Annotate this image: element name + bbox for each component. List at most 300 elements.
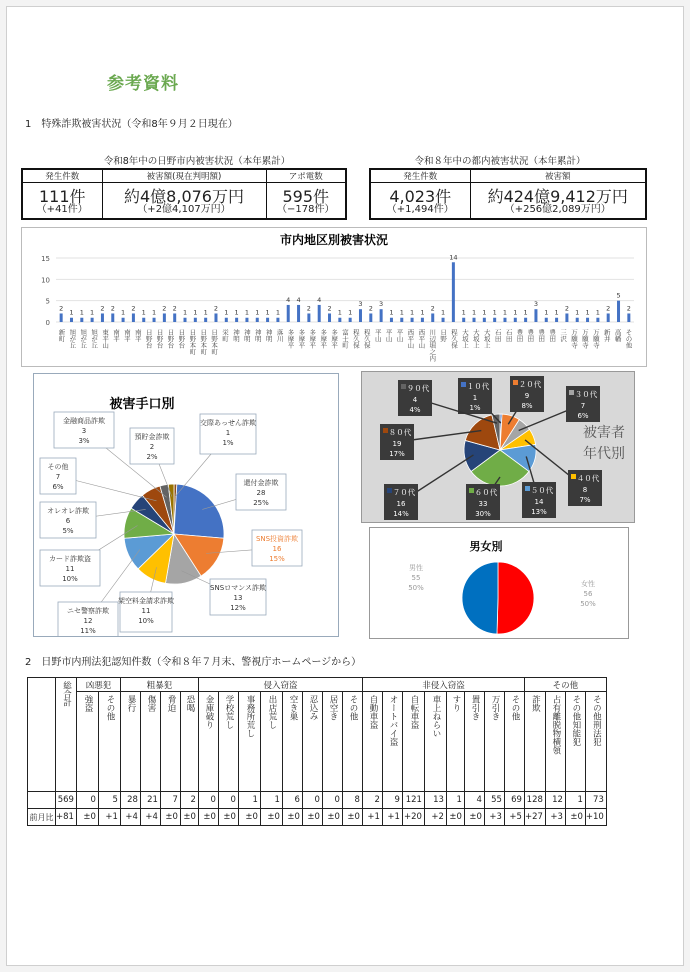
bar	[617, 301, 620, 322]
slice-label-count: 13	[233, 594, 243, 602]
slice-label-name: その他	[47, 463, 69, 471]
bar	[400, 318, 403, 322]
x-tick-label: 旭が丘	[68, 329, 77, 349]
crime-diff-cell: ±0	[302, 809, 322, 826]
bar-value-label: 1	[121, 308, 126, 317]
crime-column-header-text: 強盗	[82, 695, 93, 712]
bar	[235, 318, 238, 322]
crime-value-cell: 121	[402, 792, 424, 809]
age-chart-title-line2: 年代別	[583, 446, 625, 462]
crime-column-header-text: 空き巣	[287, 695, 298, 721]
crime-column-header-text: 忍込み	[307, 695, 318, 721]
slice-label-pct: 17%	[389, 450, 405, 458]
x-tick-label: 多摩平	[330, 329, 339, 349]
crime-group-header: 凶悪犯	[76, 678, 120, 692]
bar-value-label: 1	[79, 308, 84, 317]
crime-diff-row	[28, 809, 607, 826]
crime-diff-cell: +5	[504, 809, 524, 826]
bar	[163, 313, 166, 322]
x-tick-label: 多摩平	[319, 329, 328, 349]
crime-values-row	[28, 792, 607, 809]
crime-diff-cell: +27	[524, 809, 545, 826]
crime-value-cell: 73	[585, 792, 606, 809]
slice-label-name: ７０代	[392, 488, 416, 497]
legend-swatch	[469, 488, 474, 493]
x-tick-label: 大坂上	[471, 329, 480, 349]
crime-column-header-text: 自転車盗	[408, 695, 419, 729]
tokyo-amount-diff: （+256億2,089万円）	[504, 203, 611, 215]
crime-group-header: その他	[524, 678, 606, 692]
district-chart-title: 市内地区別被害状況	[279, 233, 389, 247]
crime-diff-cell: +1	[362, 809, 382, 826]
section-2-heading: 2 日野市内刑法犯認知件数（令和８年７月末、警視庁ホームページから）	[25, 657, 362, 668]
page-title: 参考資料	[107, 74, 179, 94]
crime-column-header	[545, 692, 565, 792]
slice-label-pct: 11%	[80, 627, 96, 635]
slice-label-count: 8	[582, 486, 588, 494]
slice-label-pct: 10%	[62, 575, 78, 583]
bar	[483, 318, 486, 322]
tokyo-cases-diff: （+1,494件）	[386, 203, 454, 215]
bar-value-label: 1	[234, 308, 239, 317]
hino-stats-table	[21, 168, 347, 220]
bar	[307, 313, 310, 322]
crime-column-header	[160, 692, 180, 792]
crime-column-header-text: 詐欺	[530, 695, 541, 712]
x-tick-label: 新井	[602, 329, 611, 342]
gender-pie-slice	[497, 562, 534, 634]
crime-diff-cell: ±0	[565, 809, 585, 826]
crime-column-header-text: 自動車盗	[367, 695, 378, 729]
bar-value-label: 1	[151, 308, 157, 317]
bar	[442, 318, 445, 322]
x-tick-label: 神明	[253, 329, 262, 342]
crime-value-cell: 0	[322, 792, 342, 809]
crime-column-header	[302, 692, 322, 792]
crime-value-cell: 2	[362, 792, 382, 809]
hino-amount-cell	[102, 183, 266, 220]
bar-value-label: 1	[265, 308, 270, 317]
bar-value-label: 5	[616, 291, 621, 300]
bar-value-label: 2	[110, 304, 115, 313]
x-tick-label: 程久保	[351, 329, 360, 349]
x-tick-label: 新町	[57, 329, 66, 342]
bar	[359, 309, 362, 322]
bar	[142, 318, 145, 322]
crime-column-header-text: 占有離脱物横領	[550, 695, 561, 755]
bar-value-label: 2	[131, 304, 136, 313]
bar	[596, 318, 599, 322]
slice-label-name: ５０代	[530, 486, 554, 495]
slice-label-name: 架空料金請求詐欺	[118, 597, 174, 605]
crime-column-header-text: 万引き	[489, 695, 500, 721]
slice-label-pct: 7%	[579, 496, 591, 504]
bar-value-label: 2	[327, 304, 332, 313]
age-pie-chart	[362, 372, 634, 522]
page	[6, 6, 684, 966]
crime-total-header-text: 総合計	[61, 681, 72, 707]
bar-value-label: 1	[523, 308, 528, 317]
slice-label-count: 1	[225, 429, 231, 437]
crime-group-header: 粗暴犯	[120, 678, 198, 692]
bar-value-label: 2	[368, 304, 373, 313]
bar-value-label: 2	[172, 304, 177, 313]
x-tick-label: 日野本町	[188, 329, 197, 355]
bar	[452, 262, 455, 322]
slice-label-name: 女性	[581, 580, 595, 588]
slice-label-pct: 3%	[78, 437, 90, 445]
crime-diff-cell: ±0	[322, 809, 342, 826]
crime-column-header	[504, 692, 524, 792]
crime-column-header-text: その他	[347, 695, 358, 721]
bar	[204, 318, 207, 322]
crime-column-header-text: すり	[450, 695, 461, 712]
slice-label-count: 1	[472, 394, 478, 402]
crime-diff-cell: ±0	[260, 809, 282, 826]
bar-value-label: 1	[544, 308, 549, 317]
x-tick-label: 平山	[384, 329, 393, 342]
tokyo-amount-cell	[470, 183, 646, 220]
crime-column-header-text: 事務所荒し	[244, 695, 255, 738]
method-chart-panel	[33, 373, 339, 637]
bar	[91, 318, 94, 322]
bar-value-label: 2	[162, 304, 167, 313]
slice-label-pct: 25%	[253, 499, 269, 507]
bar	[493, 318, 496, 322]
slice-label-count: 14	[534, 498, 544, 506]
crime-diff-cell: ±0	[464, 809, 484, 826]
bar-value-label: 3	[533, 300, 539, 309]
x-tick-label: 豊田	[548, 329, 557, 342]
bar-value-label: 1	[182, 308, 188, 317]
bar	[132, 313, 135, 322]
bar	[266, 318, 269, 322]
slice-label-count: 3	[81, 427, 87, 435]
x-tick-label: 石田	[504, 329, 513, 342]
slice-label-count: 7	[55, 473, 61, 481]
slice-label-count: 7	[580, 402, 586, 410]
crime-value-cell: 13	[424, 792, 446, 809]
crime-column-header	[484, 692, 504, 792]
slice-label-pct: 5%	[62, 527, 74, 535]
x-tick-label: 旭が丘	[90, 329, 99, 349]
bar	[514, 318, 517, 322]
crime-column-header-text: 脅迫	[165, 695, 176, 712]
bar-value-label: 1	[595, 308, 600, 317]
crime-value-cell: 1	[446, 792, 464, 809]
bar	[421, 318, 424, 322]
crime-value-cell: 1	[565, 792, 585, 809]
crime-column-header	[382, 692, 402, 792]
slice-label-count: 2	[149, 443, 155, 451]
x-tick-label: 万願寺	[580, 329, 589, 349]
slice-label-count: 19	[392, 440, 402, 448]
bar	[534, 309, 537, 322]
bar	[503, 318, 506, 322]
bar-value-label: 2	[59, 304, 64, 313]
crime-column-header-text: 暴行	[125, 695, 136, 712]
crime-group-row	[28, 678, 607, 692]
crime-column-header	[198, 692, 218, 792]
tokyo-header-amount: 被害額	[470, 169, 646, 183]
bar	[194, 318, 197, 322]
legend-swatch	[387, 488, 392, 493]
crime-total-value: 569	[56, 792, 77, 809]
x-tick-label: 南平	[122, 329, 131, 342]
slice-label-count: 9	[524, 392, 530, 400]
bar-value-label: 1	[410, 308, 415, 317]
crime-column-header	[524, 692, 545, 792]
slice-label-pct: 1%	[469, 404, 481, 412]
bar-value-label: 14	[449, 253, 458, 262]
slice-label-name: 金融商品詐欺	[63, 417, 105, 425]
bar-value-label: 1	[389, 308, 394, 317]
crime-column-header	[322, 692, 342, 792]
x-tick-label: 日野本町	[199, 329, 208, 355]
bar	[607, 313, 610, 322]
crime-diff-cell: +2	[424, 809, 446, 826]
crime-column-header-text: 傷害	[145, 695, 156, 712]
slice-label-pct: 50%	[408, 584, 424, 592]
crime-column-header	[282, 692, 302, 792]
crime-column-header	[76, 692, 98, 792]
bar	[328, 313, 331, 322]
bar-value-label: 1	[471, 308, 477, 317]
slice-label-count: 16	[272, 545, 282, 553]
slice-label-name: 預貯金詐欺	[134, 433, 170, 441]
crime-column-row	[28, 692, 607, 792]
x-tick-label: 平山	[395, 329, 404, 342]
crime-table	[27, 677, 607, 826]
x-tick-label: 西平山	[417, 329, 426, 349]
tokyo-caption: 令和８年中の都内被害状況（本年累計）	[414, 156, 586, 167]
section-1-heading: 1 特殊詐欺被害状況（令和8年９月２日現在）	[25, 119, 238, 130]
hino-cases-value: 111件	[38, 186, 86, 206]
slice-label-pct: 8%	[521, 402, 533, 410]
crime-diff-cell: +3	[545, 809, 565, 826]
bar	[153, 318, 156, 322]
bar	[122, 318, 125, 322]
legend-swatch	[401, 384, 406, 389]
gender-chart-panel	[369, 527, 629, 639]
x-tick-label: 三沢	[559, 329, 568, 342]
x-tick-label: その他	[624, 329, 633, 349]
crime-diff-cell: ±0	[238, 809, 260, 826]
slice-label-name: 交際あっせん詐欺	[200, 419, 256, 427]
bar	[431, 313, 434, 322]
crime-total-diff: +81	[56, 809, 77, 826]
crime-column-header-text: 学校荒し	[223, 695, 234, 729]
bar	[80, 318, 83, 322]
crime-diff-label: 前月比	[28, 809, 56, 826]
bar-value-label: 1	[585, 308, 590, 317]
crime-diff-cell: ±0	[218, 809, 238, 826]
y-tick-label: 10	[41, 276, 50, 285]
x-tick-label: 多摩平	[308, 329, 317, 349]
crime-value-cell: 9	[382, 792, 402, 809]
x-tick-label: 程久保	[450, 329, 459, 349]
crime-column-header	[402, 692, 424, 792]
crime-column-header-text: その他知能犯	[570, 695, 581, 746]
x-tick-label: 南平	[133, 329, 142, 342]
bar	[184, 318, 187, 322]
crime-column-header-text: その他	[104, 695, 115, 721]
bar-value-label: 1	[193, 308, 198, 317]
crime-diff-cell: ±0	[76, 809, 98, 826]
tokyo-header-cases: 発生件数	[370, 169, 470, 183]
crime-column-header	[565, 692, 585, 792]
hino-calls-diff: （−178件）	[277, 203, 335, 215]
age-chart-panel	[361, 371, 635, 523]
bar	[524, 318, 527, 322]
x-tick-label: 日野台	[177, 329, 186, 349]
crime-value-cell: 1	[238, 792, 260, 809]
district-bar-chart	[22, 228, 646, 366]
bar-value-label: 1	[337, 308, 342, 317]
x-tick-label: 神明	[242, 329, 251, 342]
x-tick-label: 落川	[275, 329, 284, 342]
crime-group-header: 非侵入窃盗	[362, 678, 524, 692]
slice-label-count: 4	[412, 396, 418, 404]
bar-value-label: 1	[69, 308, 74, 317]
crime-column-header-text: オートバイ盗	[387, 695, 398, 746]
bar	[256, 318, 259, 322]
x-tick-label: 程久保	[362, 329, 371, 349]
legend-swatch	[525, 486, 530, 491]
crime-column-header	[260, 692, 282, 792]
bar	[473, 318, 476, 322]
bar-value-label: 2	[430, 304, 435, 313]
slice-label-count: 6	[65, 517, 71, 525]
bar-value-label: 1	[244, 308, 250, 317]
crime-value-cell: 6	[282, 792, 302, 809]
bar	[338, 318, 341, 322]
bar	[380, 309, 383, 322]
x-tick-label: 神明	[231, 329, 240, 342]
crime-value-cell: 21	[140, 792, 160, 809]
legend-swatch	[383, 428, 388, 433]
slice-label-name: SNS投資詐欺	[255, 535, 299, 543]
district-chart-panel	[21, 227, 647, 367]
bar-value-label: 1	[492, 308, 497, 317]
slice-label-count: 12	[83, 617, 93, 625]
crime-diff-cell: ±0	[198, 809, 218, 826]
bar	[627, 313, 630, 322]
x-tick-label: 豊田	[526, 329, 535, 342]
crime-blank-corner	[28, 678, 56, 792]
crime-diff-cell: +4	[120, 809, 140, 826]
bar-value-label: 2	[626, 304, 631, 313]
slice-label-name: カード詐欺盗	[49, 555, 91, 563]
slice-label-pct: 2%	[146, 453, 158, 461]
bar-value-label: 1	[575, 308, 580, 317]
slice-label-pct: 6%	[52, 483, 64, 491]
crime-value-cell: 55	[484, 792, 504, 809]
crime-value-cell: 2	[180, 792, 198, 809]
slice-label-name: 還付金詐欺	[243, 479, 279, 487]
crime-column-header	[218, 692, 238, 792]
slice-label-name: オレオレ詐欺	[47, 507, 89, 515]
slice-label-pct: 14%	[393, 510, 409, 518]
y-tick-label: 5	[45, 297, 50, 306]
bar	[586, 318, 589, 322]
crime-column-header-text: 出店荒し	[266, 695, 277, 729]
bar-value-label: 1	[554, 308, 559, 317]
x-tick-label: 高幡	[613, 329, 622, 342]
crime-diff-cell: +4	[140, 809, 160, 826]
crime-column-header	[362, 692, 382, 792]
x-tick-label: 日野	[439, 329, 448, 342]
bar	[245, 318, 248, 322]
bar-value-label: 2	[306, 304, 311, 313]
bar	[70, 318, 73, 322]
hino-caption: 令和8年中の日野市内被害状況（本年累計）	[103, 156, 291, 167]
bar	[225, 318, 228, 322]
x-tick-label: 旭が丘	[79, 329, 88, 349]
slice-label-name: ９０代	[406, 384, 430, 393]
crime-diff-cell: +1	[98, 809, 120, 826]
crime-column-header-text: 置引き	[469, 695, 480, 721]
slice-label-name: ８０代	[388, 428, 412, 437]
crime-diff-cell: ±0	[342, 809, 362, 826]
crime-blank-cell	[28, 792, 56, 809]
tokyo-cases-cell	[370, 183, 470, 220]
bar-value-label: 1	[348, 308, 353, 317]
x-tick-label: 平山	[373, 329, 382, 342]
crime-diff-cell: +1	[382, 809, 402, 826]
crime-column-header	[120, 692, 140, 792]
crime-column-header	[180, 692, 198, 792]
x-tick-label: 日野台	[144, 329, 153, 349]
crime-diff-cell: ±0	[180, 809, 198, 826]
crime-column-header-text: 居空き	[327, 695, 338, 721]
bar	[555, 318, 558, 322]
crime-value-cell: 0	[218, 792, 238, 809]
slice-label-pct: 13%	[531, 508, 547, 516]
gender-pie-slice	[462, 562, 498, 634]
slice-label-count: 28	[256, 489, 266, 497]
crime-value-cell: 0	[302, 792, 322, 809]
crime-column-header-text: 車上ねらい	[430, 695, 441, 738]
x-tick-label: 栄町	[221, 329, 230, 342]
crime-column-header-text: 恐喝	[184, 695, 195, 712]
x-tick-label: 多摩平	[297, 329, 306, 349]
slice-label-name: ３０代	[574, 390, 598, 399]
crime-diff-cell: +10	[585, 809, 606, 826]
crime-value-cell: 28	[120, 792, 140, 809]
x-tick-label: 万願寺	[570, 329, 579, 349]
slice-label-name: ６０代	[474, 488, 498, 497]
slice-label-pct: 12%	[230, 604, 246, 612]
bar	[214, 313, 217, 322]
bar	[297, 305, 300, 322]
slice-label-pct: 4%	[409, 406, 421, 414]
legend-swatch	[513, 380, 518, 385]
y-tick-label: 0	[45, 319, 50, 327]
crime-value-cell: 5	[98, 792, 120, 809]
crime-value-cell: 8	[342, 792, 362, 809]
slice-label-pct: 10%	[138, 617, 154, 625]
bar-value-label: 1	[224, 308, 229, 317]
crime-diff-cell: +3	[484, 809, 504, 826]
bar	[545, 318, 548, 322]
crime-value-cell: 128	[524, 792, 545, 809]
slice-label-count: 11	[141, 607, 151, 615]
slice-label-name: SNSロマンス詐欺	[210, 584, 266, 592]
bar-value-label: 1	[255, 308, 260, 317]
crime-value-cell: 4	[464, 792, 484, 809]
bar-value-label: 1	[461, 308, 466, 317]
